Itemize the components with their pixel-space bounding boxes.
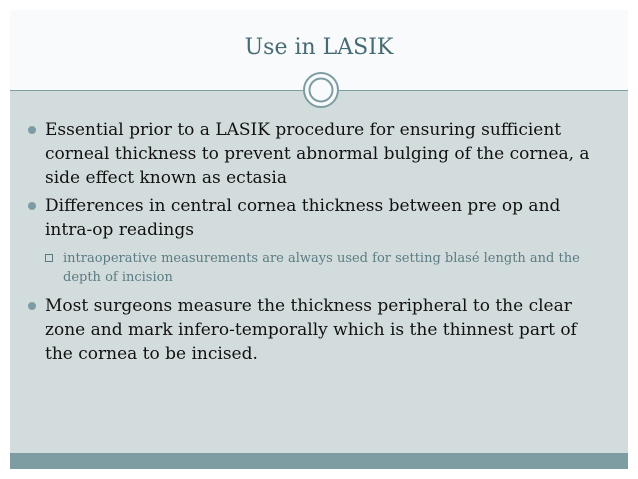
- slide-title: Use in LASIK: [244, 35, 394, 60]
- bullet-text: Most surgeons measure the thickness peripheral to the clear zone and mark infero-temporally which is the thinnest part of the cornea to be incised.: [45, 296, 577, 364]
- sub-bullet-item: [45, 249, 610, 287]
- slide-content: [28, 118, 610, 370]
- bullet-item: [28, 118, 610, 190]
- bullet-item: [28, 294, 610, 366]
- bullet-item: [28, 194, 610, 242]
- slide-frame: [10, 10, 628, 469]
- filled-circle-bullet-icon: [28, 126, 36, 134]
- filled-circle-bullet-icon: [28, 302, 36, 310]
- hollow-square-bullet-icon: [45, 254, 53, 262]
- sub-bullet-text: intraoperative measurements are always used for setting blasé length and the depth of incision: [63, 251, 580, 285]
- bullet-text: Essential prior to a LASIK procedure for ensuring sufficient corneal thickness to prevent abnormal bulging of the cornea, a side effect known as ectasia: [45, 120, 590, 188]
- double-ring-divider-icon: [302, 71, 340, 109]
- bullet-text: Differences in central cornea thickness between pre op and intra-op readings: [45, 196, 561, 240]
- filled-circle-bullet-icon: [28, 202, 36, 210]
- bottom-accent-bar: [10, 453, 628, 469]
